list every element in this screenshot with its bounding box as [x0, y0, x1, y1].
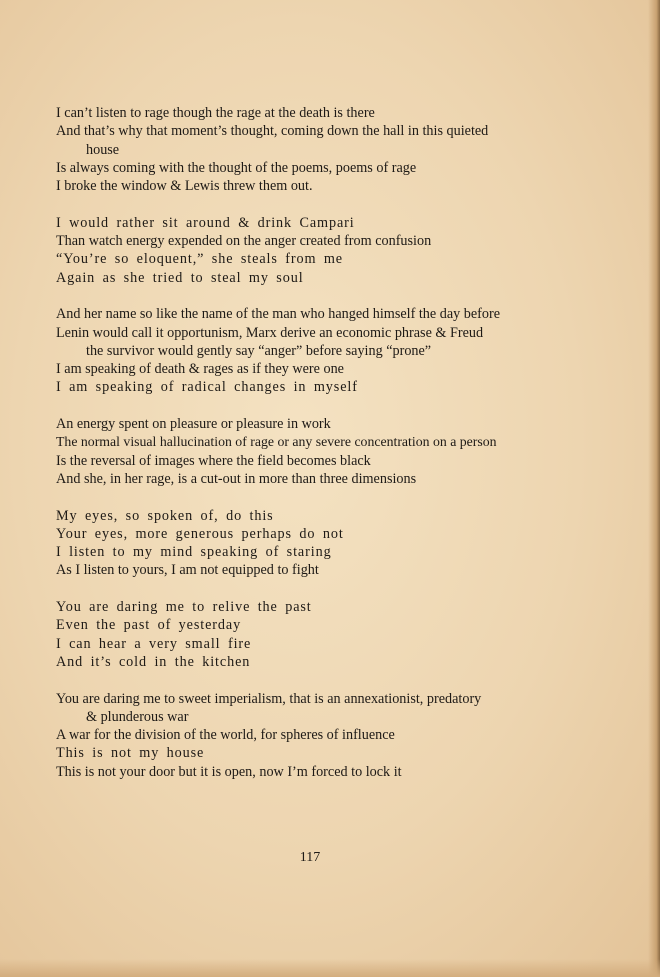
- poem-line: I am speaking of radical changes in myself: [56, 379, 358, 396]
- poem-line: As I listen to yours, I am not equipped to fight: [56, 562, 319, 579]
- poem-line: And her name so like the name of the man who hanged himself the day before: [56, 306, 501, 323]
- stanza: [56, 104, 616, 195]
- poem-line: This is not your door but it is open, now I’m forced to lock it: [56, 763, 402, 780]
- poem-line: This is not my house: [56, 745, 205, 762]
- poem-line: And it’s cold in the kitchen: [56, 653, 251, 670]
- poem-line: house: [86, 141, 120, 158]
- poem-line: An energy spent on pleasure or pleasure in work: [56, 416, 331, 433]
- poem-line: Even the past of yesterday: [56, 617, 242, 634]
- poem-line: A war for the division of the world, for spheres of influence: [56, 727, 395, 744]
- poem-line: I listen to my mind speaking of staring: [56, 544, 332, 561]
- stanza: [56, 415, 616, 488]
- page-bottom-shadow: [0, 959, 660, 977]
- poem-line: You are daring me to relive the past: [56, 599, 312, 616]
- stanza: [56, 598, 616, 671]
- poem-line: “You’re so eloquent,” she steals from me: [56, 251, 343, 268]
- poem-line: I broke the window & Lewis threw them out.: [56, 178, 313, 195]
- poem-line: Again as she tried to steal my soul: [56, 269, 304, 286]
- poem-line: Lenin would call it opportunism, Marx derive an economic phrase & Freud: [56, 324, 484, 341]
- stanza: [56, 214, 616, 287]
- stanza: [56, 507, 616, 580]
- page-edge-shadow: [648, 0, 660, 977]
- poem-line: My eyes, so spoken of, do this: [56, 507, 274, 524]
- poem-line: And that’s why that moment’s thought, coming down the hall in this quieted: [56, 123, 489, 140]
- poem-line: And she, in her rage, is a cut-out in more than three dimensions: [56, 470, 417, 487]
- poem-line: the survivor would gently say “anger” before saying “prone”: [86, 342, 432, 359]
- poem-line: Is always coming with the thought of the poems, poems of rage: [56, 159, 417, 176]
- poem-line: I can’t listen to rage though the rage at the death is there: [56, 105, 375, 121]
- stanza: [56, 305, 616, 396]
- poem-body: [56, 104, 616, 799]
- poem-line: I can hear a very small fire: [56, 635, 252, 652]
- poem-line: You are daring me to sweet imperialism, that is an annexationist, predatory: [56, 690, 482, 707]
- poem-line: Your eyes, more generous perhaps do not: [56, 525, 344, 542]
- poem-line: Than watch energy expended on the anger created from confusion: [56, 233, 432, 250]
- poem-line: I am speaking of death & rages as if they were one: [56, 361, 344, 378]
- poem-line: I would rather sit around & drink Campari: [56, 214, 355, 231]
- stanza: [56, 690, 616, 781]
- poem-line: The normal visual hallucination of rage or any severe concentration on a person: [56, 434, 497, 450]
- poem-line: Is the reversal of images where the field becomes black: [56, 452, 371, 469]
- poem-line: & plunderous war: [86, 708, 189, 725]
- page-number: 117: [299, 850, 321, 865]
